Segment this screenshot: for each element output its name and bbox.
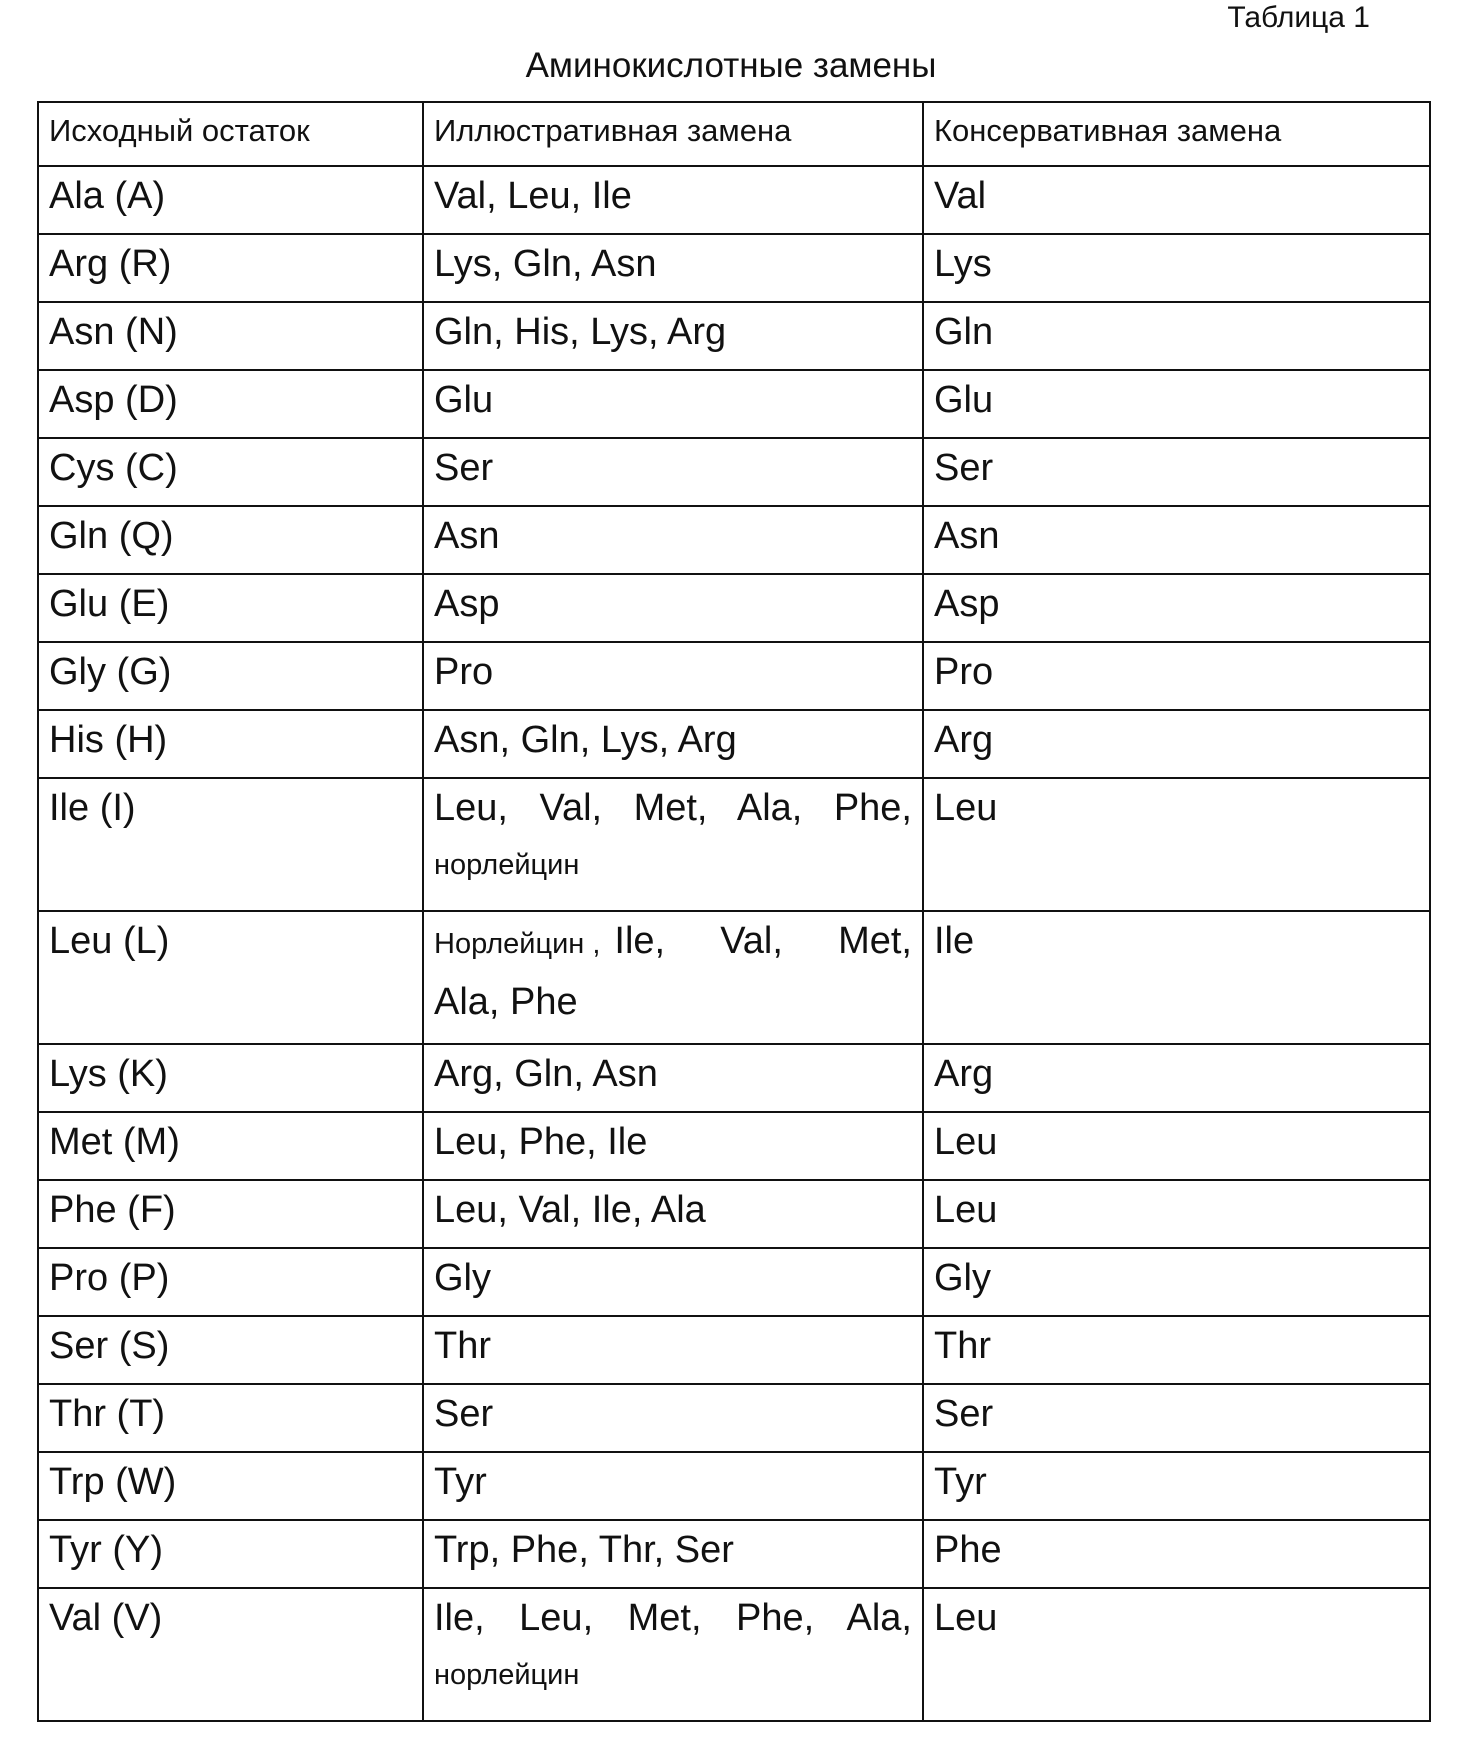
illustrative-substitution-cell: Asp [423,574,923,642]
table-row [38,1248,1430,1316]
illustrative-rest: Ile, Val, Met, [614,920,912,962]
original-residue-cell: Gly (G) [38,642,423,710]
original-residue-cell: Cys (C) [38,438,423,506]
table-row [38,1044,1430,1112]
table-row [38,302,1430,370]
original-residue-cell: Asn (N) [38,302,423,370]
table-row [38,166,1430,234]
original-residue-cell: Ser (S) [38,1316,423,1384]
original-residue-cell: Met (M) [38,1112,423,1180]
original-residue-cell: Lys (K) [38,1044,423,1112]
original-residue-cell: Thr (T) [38,1384,423,1452]
table-row [38,506,1430,574]
illustrative-substitution-cell: Asn, Gln, Lys, Arg [423,710,923,778]
illustrative-substitution-cell: Leu, Val, Ile, Ala [423,1180,923,1248]
table-row [38,574,1430,642]
conservative-substitution-cell: Gly [923,1248,1430,1316]
header-original-residue: Исходный остаток [38,102,423,166]
table-row [38,642,1430,710]
conservative-substitution-cell: Leu [923,1180,1430,1248]
conservative-substitution-cell: Leu [923,1588,1430,1721]
illustrative-line: Ile, Leu, Met, Phe, Ala, [434,1597,912,1639]
illustrative-substitution-cell: Glu [423,370,923,438]
conservative-substitution-cell: Val [923,166,1430,234]
original-residue-cell: Val (V) [38,1588,423,1721]
illustrative-substitution-cell: Gly [423,1248,923,1316]
conservative-substitution-cell: Lys [923,234,1430,302]
conservative-substitution-cell: Gln [923,302,1430,370]
table-header-row [38,102,1430,166]
table-title: Аминокислотные замены [525,46,937,85]
illustrative-substitution-cell: Ser [423,438,923,506]
original-residue-cell: Arg (R) [38,234,423,302]
illustrative-substitution-cell: Pro [423,642,923,710]
original-residue-cell: Phe (F) [38,1180,423,1248]
conservative-substitution-cell: Leu [923,778,1430,911]
table-row [38,778,1430,911]
illustrative-substitution-cell: Trp, Phe, Thr, Ser [423,1520,923,1588]
illustrative-substitution-cell: Thr [423,1316,923,1384]
header-conservative-substitution: Консервативная замена [923,102,1430,166]
table-row [38,1520,1430,1588]
conservative-substitution-cell: Asp [923,574,1430,642]
conservative-substitution-cell: Tyr [923,1452,1430,1520]
conservative-substitution-cell: Ser [923,1384,1430,1452]
original-residue-cell: Ala (A) [38,166,423,234]
original-residue-cell: Ile (I) [38,778,423,911]
illustrative-substitution-cell: Tyr [423,1452,923,1520]
table-number: Таблица 1 [1227,1,1370,34]
illustrative-substitution-cell [423,911,923,1044]
original-residue-cell: Trp (W) [38,1452,423,1520]
illustrative-substitution-cell [423,1588,923,1721]
table-row [38,1588,1430,1721]
illustrative-line: Leu, Val, Met, Ala, Phe, [434,787,912,829]
conservative-substitution-cell: Phe [923,1520,1430,1588]
illustrative-line [434,912,912,973]
table-row [38,1180,1430,1248]
illustrative-substitution-cell: Arg, Gln, Asn [423,1044,923,1112]
illustrative-substitution-cell [423,778,923,911]
conservative-substitution-cell: Asn [923,506,1430,574]
illustrative-line: Ala, Phe [434,981,578,1023]
table-row [38,1384,1430,1452]
table-row [38,370,1430,438]
header-illustrative-substitution: Иллюстративная замена [423,102,923,166]
table-row [38,710,1430,778]
conservative-substitution-cell: Thr [923,1316,1430,1384]
conservative-substitution-cell: Ser [923,438,1430,506]
table-row [38,438,1430,506]
table-row [38,234,1430,302]
conservative-substitution-cell: Pro [923,642,1430,710]
illustrative-substitution-cell: Asn [423,506,923,574]
table-row [38,1112,1430,1180]
illustrative-substitution-cell: Val, Leu, Ile [423,166,923,234]
amino-acid-substitution-table [37,101,1431,1722]
original-residue-cell: His (H) [38,710,423,778]
table-row [38,1452,1430,1520]
conservative-substitution-cell: Ile [923,911,1430,1044]
illustrative-substitution-cell: Ser [423,1384,923,1452]
conservative-substitution-cell: Arg [923,710,1430,778]
conservative-substitution-cell: Arg [923,1044,1430,1112]
illustrative-prefix: Норлейцин , [434,928,601,960]
table-row [38,1316,1430,1384]
original-residue-cell: Glu (E) [38,574,423,642]
original-residue-cell: Leu (L) [38,911,423,1044]
original-residue-cell: Pro (P) [38,1248,423,1316]
illustrative-line: норлейцин [434,849,580,881]
original-residue-cell: Gln (Q) [38,506,423,574]
original-residue-cell: Asp (D) [38,370,423,438]
illustrative-line: норлейцин [434,1659,580,1691]
conservative-substitution-cell: Glu [923,370,1430,438]
original-residue-cell: Tyr (Y) [38,1520,423,1588]
illustrative-substitution-cell: Gln, His, Lys, Arg [423,302,923,370]
illustrative-substitution-cell: Leu, Phe, Ile [423,1112,923,1180]
conservative-substitution-cell: Leu [923,1112,1430,1180]
table-row [38,911,1430,1044]
illustrative-substitution-cell: Lys, Gln, Asn [423,234,923,302]
